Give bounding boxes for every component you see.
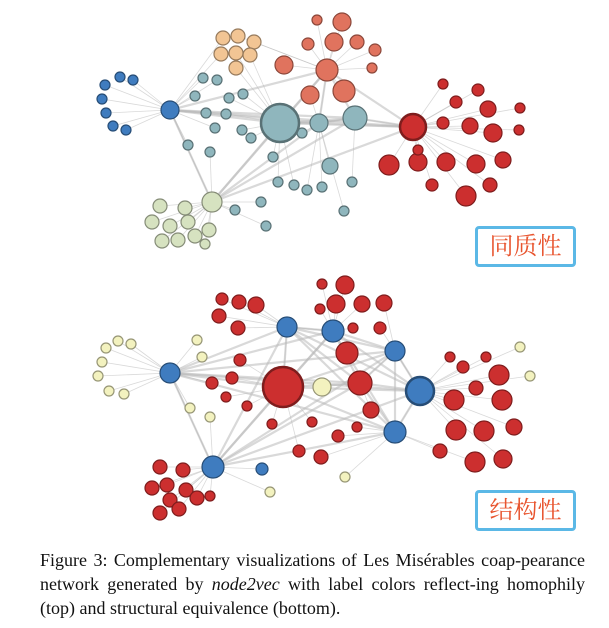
network-node xyxy=(119,389,129,399)
network-node xyxy=(385,341,405,361)
network-node xyxy=(317,182,327,192)
network-node xyxy=(202,223,216,237)
network-node xyxy=(231,321,245,335)
network-node xyxy=(246,133,256,143)
network-node xyxy=(185,403,195,413)
network-node xyxy=(216,31,230,45)
network-node xyxy=(153,199,167,213)
network-node xyxy=(210,123,220,133)
network-node xyxy=(226,372,238,384)
network-node xyxy=(322,158,338,174)
network-node xyxy=(515,103,525,113)
network-node xyxy=(237,125,247,135)
network-node xyxy=(171,233,185,247)
network-node xyxy=(153,506,167,520)
edge-layer xyxy=(98,284,530,513)
network-node xyxy=(243,48,257,62)
network-node xyxy=(200,239,210,249)
network-node xyxy=(445,352,455,362)
network-node xyxy=(467,155,485,173)
network-node xyxy=(155,234,169,248)
network-node xyxy=(172,502,186,516)
network-node xyxy=(275,56,293,74)
network-node xyxy=(261,221,271,231)
network-node xyxy=(163,219,177,233)
network-node xyxy=(128,75,138,85)
network-node xyxy=(413,145,423,155)
network-node xyxy=(181,215,195,229)
network-node xyxy=(515,342,525,352)
network-node xyxy=(363,402,379,418)
network-node xyxy=(494,450,512,468)
network-node xyxy=(232,295,246,309)
network-node xyxy=(202,456,224,478)
network-node xyxy=(198,73,208,83)
network-node xyxy=(145,215,159,229)
network-node xyxy=(205,147,215,157)
network-node xyxy=(354,296,370,312)
network-node xyxy=(465,452,485,472)
network-node xyxy=(409,153,427,171)
network-edge xyxy=(98,373,170,376)
network-node xyxy=(433,444,447,458)
network-node xyxy=(332,430,344,442)
network-node xyxy=(97,94,107,104)
network-node xyxy=(336,276,354,294)
network-node xyxy=(369,44,381,56)
network-node xyxy=(221,392,231,402)
network-node xyxy=(293,445,305,457)
network-node xyxy=(339,206,349,216)
network-node xyxy=(514,125,524,135)
structural-equivalence-label: 结构性 xyxy=(475,490,576,531)
network-node xyxy=(224,93,234,103)
network-node xyxy=(348,371,372,395)
network-node xyxy=(160,363,180,383)
caption-suffix: with label colors reflect-ing homophily (top) and structural equivalence (bottom). xyxy=(40,574,585,618)
network-node xyxy=(192,335,202,345)
network-node xyxy=(205,412,215,422)
node-layer xyxy=(93,276,535,520)
network-node xyxy=(437,153,455,171)
network-node xyxy=(248,297,264,313)
network-node xyxy=(333,80,355,102)
caption-method: node2vec xyxy=(211,574,280,594)
network-node xyxy=(367,63,377,73)
network-node xyxy=(104,386,114,396)
network-node xyxy=(101,343,111,353)
network-node xyxy=(333,13,351,31)
network-node xyxy=(438,79,448,89)
figure-caption xyxy=(40,548,585,620)
network-edge xyxy=(307,123,319,190)
network-node xyxy=(153,460,167,474)
network-node xyxy=(183,140,193,150)
network-node xyxy=(230,205,240,215)
network-node xyxy=(261,104,299,142)
network-node xyxy=(277,317,297,337)
network-node xyxy=(310,114,328,132)
network-node xyxy=(176,463,190,477)
network-node xyxy=(216,293,228,305)
homophily-label: 同质性 xyxy=(475,226,576,267)
network-node xyxy=(327,295,345,313)
network-node xyxy=(113,336,123,346)
network-node xyxy=(206,377,218,389)
network-node xyxy=(426,179,438,191)
network-node xyxy=(457,361,469,373)
network-node xyxy=(302,185,312,195)
network-node xyxy=(161,101,179,119)
network-node xyxy=(201,108,211,118)
network-node xyxy=(313,378,331,396)
network-node xyxy=(374,322,386,334)
network-node xyxy=(101,108,111,118)
network-node xyxy=(462,118,478,134)
network-node xyxy=(343,106,367,130)
network-node xyxy=(495,152,511,168)
network-node xyxy=(234,354,246,366)
network-node xyxy=(400,114,426,140)
bottom-network-graph xyxy=(93,276,535,520)
network-node xyxy=(145,481,159,495)
network-node xyxy=(472,84,484,96)
network-node xyxy=(336,342,358,364)
network-node xyxy=(197,352,207,362)
network-node xyxy=(115,72,125,82)
network-node xyxy=(484,124,502,142)
network-node xyxy=(273,177,283,187)
network-node xyxy=(268,152,278,162)
network-node xyxy=(238,89,248,99)
network-node xyxy=(474,421,494,441)
network-node xyxy=(469,381,483,395)
network-node xyxy=(347,177,357,187)
network-node xyxy=(317,279,327,289)
network-node xyxy=(256,463,268,475)
network-node xyxy=(263,367,303,407)
network-node xyxy=(229,46,243,60)
top-network-graph xyxy=(97,13,525,249)
network-node xyxy=(348,323,358,333)
network-node xyxy=(325,33,343,51)
network-node xyxy=(190,91,200,101)
network-node xyxy=(190,491,204,505)
network-node xyxy=(126,339,136,349)
network-node xyxy=(489,365,509,385)
network-node xyxy=(202,192,222,212)
network-edge xyxy=(102,99,170,110)
network-node xyxy=(108,121,118,131)
network-edge xyxy=(170,110,212,202)
network-node xyxy=(212,75,222,85)
network-node xyxy=(480,101,496,117)
network-node xyxy=(256,197,266,207)
network-edge xyxy=(170,327,287,373)
network-node xyxy=(247,35,261,49)
network-node xyxy=(450,96,462,108)
network-node xyxy=(316,59,338,81)
network-node xyxy=(446,420,466,440)
network-node xyxy=(267,419,277,429)
network-node xyxy=(93,371,103,381)
network-node xyxy=(121,125,131,135)
network-node xyxy=(384,421,406,443)
network-node xyxy=(312,15,322,25)
node-layer xyxy=(97,13,525,249)
network-node xyxy=(483,178,497,192)
network-node xyxy=(376,295,392,311)
network-node xyxy=(302,38,314,50)
network-node xyxy=(525,371,535,381)
network-node xyxy=(231,29,245,43)
network-node xyxy=(214,47,228,61)
network-node xyxy=(506,419,522,435)
network-node xyxy=(456,186,476,206)
network-node xyxy=(212,309,226,323)
network-node xyxy=(444,390,464,410)
network-node xyxy=(188,229,202,243)
network-node xyxy=(307,417,317,427)
network-node xyxy=(340,472,350,482)
network-node xyxy=(289,180,299,190)
network-node xyxy=(437,117,449,129)
network-node xyxy=(221,109,231,119)
network-node xyxy=(350,35,364,49)
network-node xyxy=(352,422,362,432)
network-node xyxy=(100,80,110,90)
network-node xyxy=(406,377,434,405)
network-node xyxy=(379,155,399,175)
network-node xyxy=(160,478,174,492)
network-node xyxy=(492,390,512,410)
network-node xyxy=(315,304,325,314)
network-node xyxy=(481,352,491,362)
network-node xyxy=(229,61,243,75)
caption-prefix: Figure 3: Complementary visualizations of Les Misérables coap-pearance network generated by xyxy=(40,550,585,594)
network-node xyxy=(178,201,192,215)
network-node xyxy=(301,86,319,104)
network-node xyxy=(322,320,344,342)
network-node xyxy=(314,450,328,464)
network-node xyxy=(97,357,107,367)
network-node xyxy=(205,491,215,501)
network-node xyxy=(242,401,252,411)
network-node xyxy=(265,487,275,497)
